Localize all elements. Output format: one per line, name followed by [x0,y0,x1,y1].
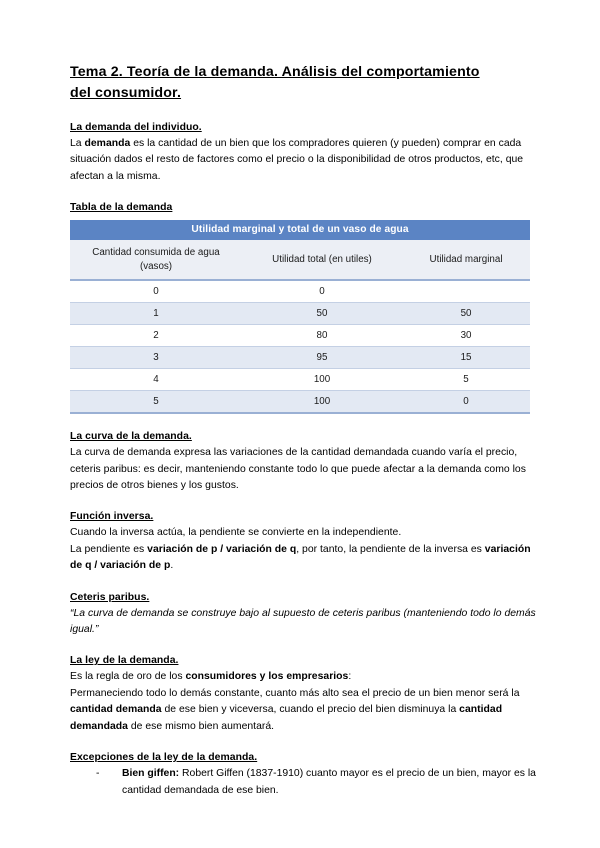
inversa-bold-2: variación de q / variación de p [70,543,531,572]
ley2-mid: de ese bien y viceversa, cuando el precio del bien disminuya la [161,704,460,716]
spacer [70,638,538,653]
inversa-pre: La pendiente es [70,543,148,555]
demand-table [70,220,530,414]
heading-funcion-inversa: Función inversa. [70,511,154,523]
ley2-end: de ese mismo bien aumentará. [127,720,275,732]
paragraph-funcion-inversa-2 [70,542,538,575]
table-row [70,391,530,414]
table-banner-row [70,220,530,240]
ley-pre: Es la regla de oro de los [70,671,186,683]
table-banner-title: Utilidad marginal y total de un vaso de agua [70,220,530,240]
table-row [70,303,530,325]
heading-ley-demanda: La ley de la demanda. [70,655,179,667]
ley2-bold-2: cantidad demandada [70,704,503,732]
ley2-bold-1: cantidad demanda [70,704,162,716]
cell-utilidad-total: 100 [242,391,402,414]
spacer [70,494,538,509]
table-row [70,280,530,303]
paragraph-ceteris-paribus-quote: “La curva de demanda se construye bajo al supuesto de ceteris paribus (manteniendo todo lo demás igual.” [70,607,536,636]
demanda-lead: La [70,138,85,149]
bien-giffen-text: Robert Giffen (1837-1910) cuanto mayor es el precio de un bien, mayor es la cantidad demandada de ese bien. [122,768,536,796]
page-title-line-2: del consumidor. [70,85,182,101]
cell-cantidad: 3 [70,347,242,369]
heading-tabla-demanda: Tabla de la demanda [70,202,173,214]
heading-curva-demanda: La curva de la demanda. [70,431,192,443]
column-header-utilidad-marginal: Utilidad marginal [402,240,530,280]
page-title-line-1: Tema 2. Teoría de la demanda. Análisis del comportamiento [70,64,480,80]
table-row [70,369,530,391]
cell-utilidad-total: 80 [242,325,402,347]
cell-utilidad-marginal: 0 [402,391,530,414]
list-item [96,766,538,799]
ley2-pre: Permaneciendo todo lo demás constante, cuanto más alto sea el precio de un bien menor será la [70,687,520,699]
page-title [70,62,538,104]
cell-cantidad: 1 [70,303,242,325]
spacer [70,575,538,590]
ley-colon: : [348,671,352,683]
paragraph-curva-demanda: La curva de demanda expresa las variaciones de la cantidad demandada cuando varía el precio, ceteris paribus: es decir, manteniendo constante todo lo que puede afectar a la demanda como los precios de otros bienes y los gustos. [70,447,526,492]
table-row [70,325,530,347]
paragraph-ley-demanda-1 [70,669,538,685]
cell-utilidad-marginal: 15 [402,347,530,369]
cell-utilidad-total: 95 [242,347,402,369]
column-header-utilidad-total: Utilidad total (en utiles) [242,240,402,280]
cell-cantidad: 4 [70,369,242,391]
demand-table-wrapper [70,220,530,414]
cell-cantidad: 5 [70,391,242,414]
cell-utilidad-total: 50 [242,303,402,325]
paragraph-funcion-inversa-1: Cuando la inversa actúa, la pendiente se convierte en la independiente. [70,527,402,539]
demanda-lead-bold: demanda [84,138,131,149]
spacer [70,735,538,750]
paragraph-ley-demanda-2 [70,686,538,735]
list-dash-marker: - [96,768,100,780]
demanda-body: es la cantidad de un bien que los compradores quieren (y pueden) comprar en cada situación dados el resto de factores como el precio o la disponibilidad de otros productos, etc, que afectan a la misma. [70,138,524,182]
table-header-row [70,240,530,280]
bien-giffen-label: Bien giffen: [122,768,180,780]
ley-bold-consumidores: consumidores y los empresarios [185,671,349,683]
spacer [70,414,538,429]
cell-utilidad-total: 0 [242,280,402,303]
cell-utilidad-marginal [402,280,530,303]
cell-utilidad-marginal: 30 [402,325,530,347]
inversa-mid: , por tanto, la pendiente de la inversa es [296,543,485,555]
heading-ceteris-paribus: Ceteris paribus. [70,591,150,603]
cell-cantidad: 0 [70,280,242,303]
cell-utilidad-total: 100 [242,369,402,391]
heading-excepciones: Excepciones de la ley de la demanda. [70,752,258,764]
paragraph-demanda-individuo [70,136,538,185]
spacer [70,185,538,200]
heading-demanda-individuo: La demanda del individuo. [70,122,202,133]
cell-utilidad-marginal: 5 [402,369,530,391]
column-header-cantidad: Cantidad consumida de agua (vasos) [70,240,242,280]
cell-cantidad: 2 [70,325,242,347]
excepciones-list [70,766,538,799]
inversa-end: . [170,560,174,572]
table-row [70,347,530,369]
cell-utilidad-marginal: 50 [402,303,530,325]
inversa-bold-1: variación de p / variación de q [147,543,297,555]
